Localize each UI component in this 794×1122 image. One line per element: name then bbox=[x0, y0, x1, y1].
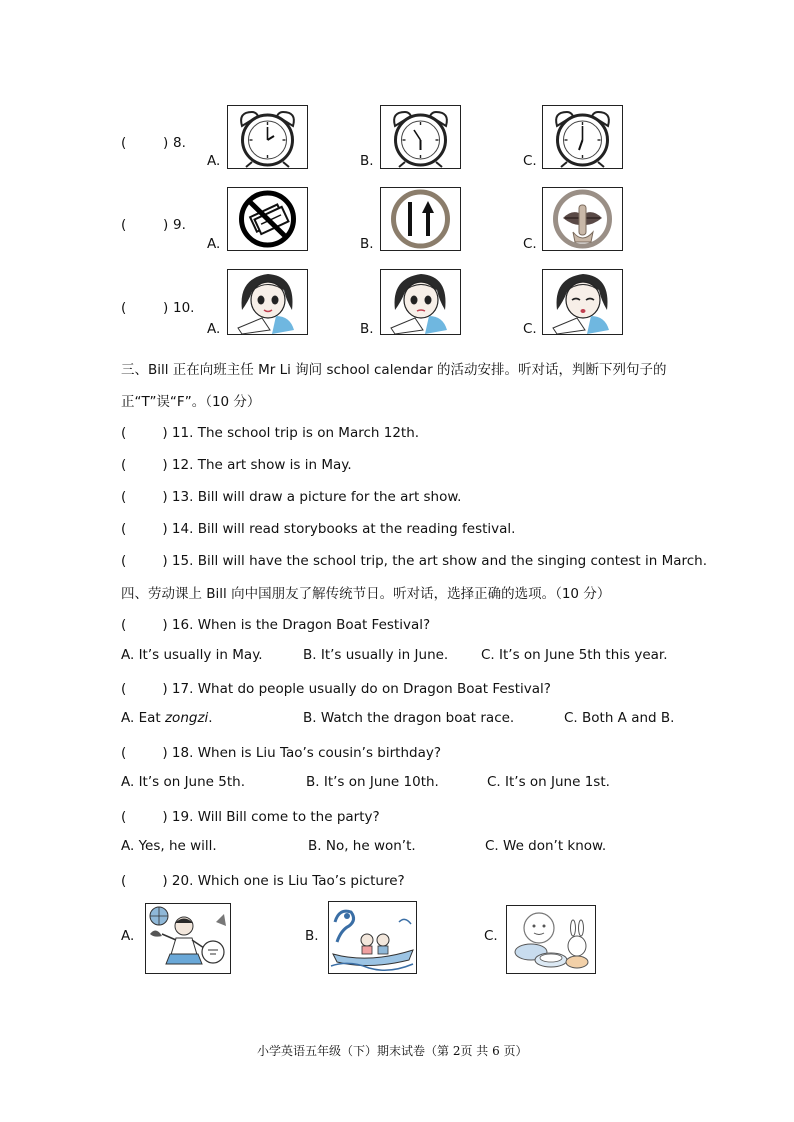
answer-paren-open: ( bbox=[121, 521, 127, 537]
option-c-label: C. bbox=[523, 153, 537, 169]
answer-paren-open: ( bbox=[121, 217, 127, 233]
option-b: B. No, he won’t. bbox=[308, 838, 416, 854]
question-text: ) 18. When is Liu Tao’s cousin’s birthday? bbox=[162, 745, 442, 761]
option-c: C. Both A and B. bbox=[564, 710, 675, 726]
one-way-sign-icon bbox=[380, 187, 461, 251]
option-c-label: C. bbox=[484, 928, 498, 944]
alarm-clock-icon bbox=[542, 105, 623, 169]
option-a-prefix: A. Eat bbox=[121, 710, 165, 726]
answer-paren-open: ( bbox=[121, 425, 127, 441]
statement-text: ) 15. Bill will have the school trip, the art show and the singing contest in March. bbox=[162, 553, 708, 569]
answer-paren-open: ( bbox=[121, 873, 127, 889]
question-number: 8. bbox=[173, 135, 186, 151]
question-19 bbox=[121, 806, 380, 825]
list-item bbox=[121, 486, 461, 505]
answer-paren-open: ( bbox=[121, 553, 127, 569]
statement-text: ) 13. Bill will draw a picture for the art show. bbox=[162, 489, 462, 505]
section-instruction-continued: 正“T”误“F”。（10 分） bbox=[121, 394, 261, 410]
quiet-sign-icon bbox=[542, 187, 623, 251]
option-a-label: A. bbox=[207, 153, 221, 169]
statement-text: ) 12. The art show is in May. bbox=[162, 457, 352, 473]
answer-paren-open: ( bbox=[121, 489, 127, 505]
question-18 bbox=[121, 742, 441, 761]
answer-paren-open: ( bbox=[121, 681, 127, 697]
list-item bbox=[121, 550, 707, 569]
question-text: ) 16. When is the Dragon Boat Festival? bbox=[162, 617, 431, 633]
question-text: ) 17. What do people usually do on Dragon Boat Festival? bbox=[162, 681, 551, 697]
question-17 bbox=[121, 678, 551, 697]
statement-text: ) 11. The school trip is on March 12th. bbox=[162, 425, 420, 441]
alarm-clock-icon bbox=[227, 105, 308, 169]
dragon-boat-icon bbox=[328, 901, 417, 974]
answer-paren-open: ( bbox=[121, 745, 127, 761]
option-b-label: B. bbox=[305, 928, 319, 944]
option-b: B. It’s on June 10th. bbox=[306, 774, 439, 790]
answer-paren-close: ) bbox=[163, 217, 169, 233]
girl-reading-icon bbox=[380, 269, 461, 335]
option-c-label: C. bbox=[523, 236, 537, 252]
statement-text: ) 14. Bill will read storybooks at the reading festival. bbox=[162, 521, 516, 537]
option-c: C. It’s on June 5th this year. bbox=[481, 647, 668, 663]
alarm-clock-icon bbox=[380, 105, 461, 169]
option-b: B. Watch the dragon boat race. bbox=[303, 710, 515, 726]
question-text: ) 19. Will Bill come to the party? bbox=[162, 809, 380, 825]
list-item bbox=[121, 422, 419, 441]
answer-paren-close: ) bbox=[163, 135, 169, 151]
question-number: 9. bbox=[173, 217, 186, 233]
question-20 bbox=[121, 870, 405, 889]
question-text: ) 20. Which one is Liu Tao’s picture? bbox=[162, 873, 405, 889]
question-number: 10. bbox=[173, 300, 195, 316]
answer-paren-open: ( bbox=[121, 617, 127, 633]
girl-dancing-icon bbox=[145, 903, 231, 974]
option-a-label: A. bbox=[121, 928, 135, 944]
option-b-label: B. bbox=[360, 321, 374, 337]
question-16 bbox=[121, 614, 430, 633]
answer-paren-close: ) bbox=[163, 300, 169, 316]
girl-reading-icon bbox=[542, 269, 623, 335]
option-b-label: B. bbox=[360, 236, 374, 252]
answer-paren-open: ( bbox=[121, 135, 127, 151]
option-a bbox=[121, 710, 213, 726]
option-c: C. It’s on June 1st. bbox=[487, 774, 610, 790]
option-c-label: C. bbox=[523, 321, 537, 337]
list-item bbox=[121, 454, 352, 473]
option-a: A. Yes, he will. bbox=[121, 838, 217, 854]
option-c: C. We don’t know. bbox=[485, 838, 607, 854]
option-a: A. It’s usually in May. bbox=[121, 647, 263, 663]
section-instruction: 四、劳动课上 Bill 向中国朋友了解传统节日。听对话，选择正确的选项。（10 分） bbox=[121, 586, 611, 602]
section-instruction: 三、Bill 正在向班主任 Mr Li 询问 school calendar 的活动安排。听对话，判断下列句子的 bbox=[121, 362, 667, 378]
option-b-label: B. bbox=[360, 153, 374, 169]
mooncake-rabbit-icon bbox=[506, 905, 596, 974]
answer-paren-open: ( bbox=[121, 809, 127, 825]
girl-reading-icon bbox=[227, 269, 308, 335]
option-a: A. It’s on June 5th. bbox=[121, 774, 245, 790]
no-money-sign-icon bbox=[227, 187, 308, 251]
page-footer: 小学英语五年级（下）期末试卷（第 2页 共 6 页） bbox=[257, 1044, 528, 1058]
option-a-label: A. bbox=[207, 236, 221, 252]
answer-paren-open: ( bbox=[121, 300, 127, 316]
list-item bbox=[121, 518, 515, 537]
option-a-suffix: . bbox=[208, 710, 213, 726]
option-a-italic: zongzi bbox=[164, 710, 209, 726]
option-b: B. It’s usually in June. bbox=[303, 647, 449, 663]
answer-paren-open: ( bbox=[121, 457, 127, 473]
option-a-label: A. bbox=[207, 321, 221, 337]
